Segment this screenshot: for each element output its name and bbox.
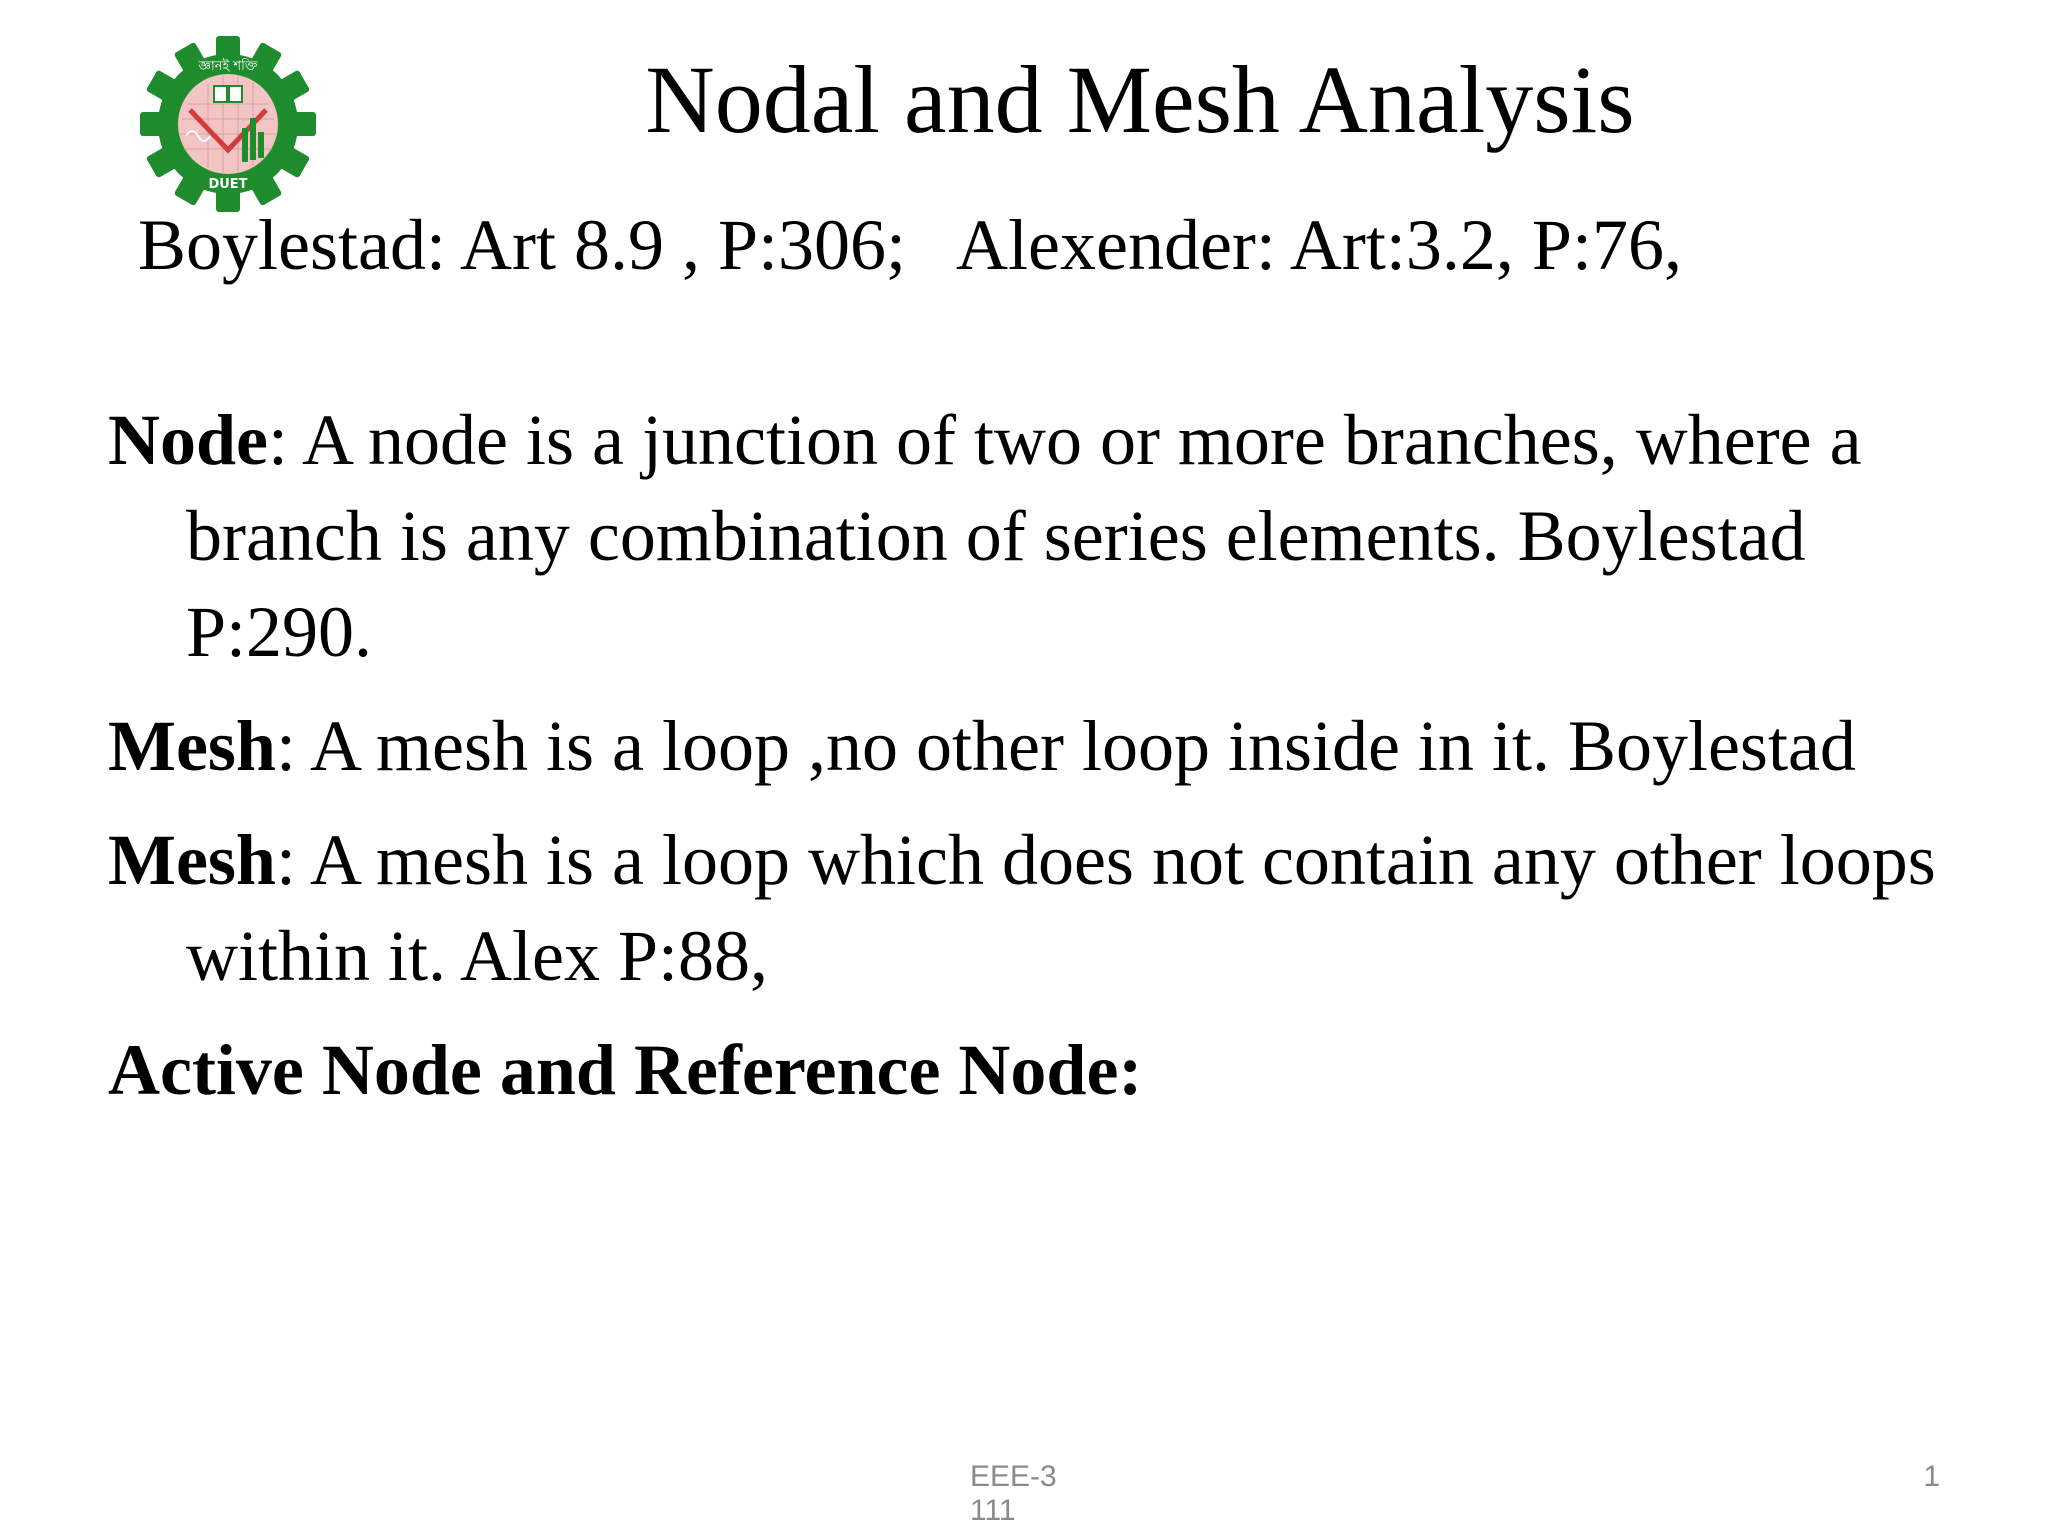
definition-mesh-1	[108, 698, 1988, 794]
definition-text: : A mesh is a loop which does not contain any other loops within it. Alex P:88,	[186, 820, 1936, 996]
references-line: Boylestad: Art 8.9 , P:306; Alexender: Art:3.2, P:76,	[138, 205, 1682, 285]
logo-bottom-text: DUET	[208, 177, 248, 192]
gear-logo-icon	[140, 36, 316, 212]
definition-text: : A node is a junction of two or more branches, where a branch is any combination of series elements. Boylestad P:290.	[186, 400, 1862, 672]
definition-term: Node	[108, 400, 268, 480]
university-logo	[140, 36, 316, 212]
logo-top-text: জ্ঞানই শক্তি	[198, 59, 258, 74]
slide-body	[108, 392, 1988, 1136]
definition-term: Mesh	[108, 820, 276, 900]
definition-term: Mesh	[108, 706, 276, 786]
slide-title: Nodal and Mesh Analysis	[645, 46, 1635, 153]
active-node-heading: Active Node and Reference Node:	[108, 1030, 1143, 1110]
definition-text: : A mesh is a loop ,no other loop inside in it. Boylestad	[275, 706, 1856, 786]
definition-node	[108, 392, 1988, 680]
definition-mesh-2	[108, 812, 1988, 1004]
footer-course-code: EEE-3111	[970, 1460, 1057, 1527]
page-number: 1	[1923, 1460, 1940, 1493]
